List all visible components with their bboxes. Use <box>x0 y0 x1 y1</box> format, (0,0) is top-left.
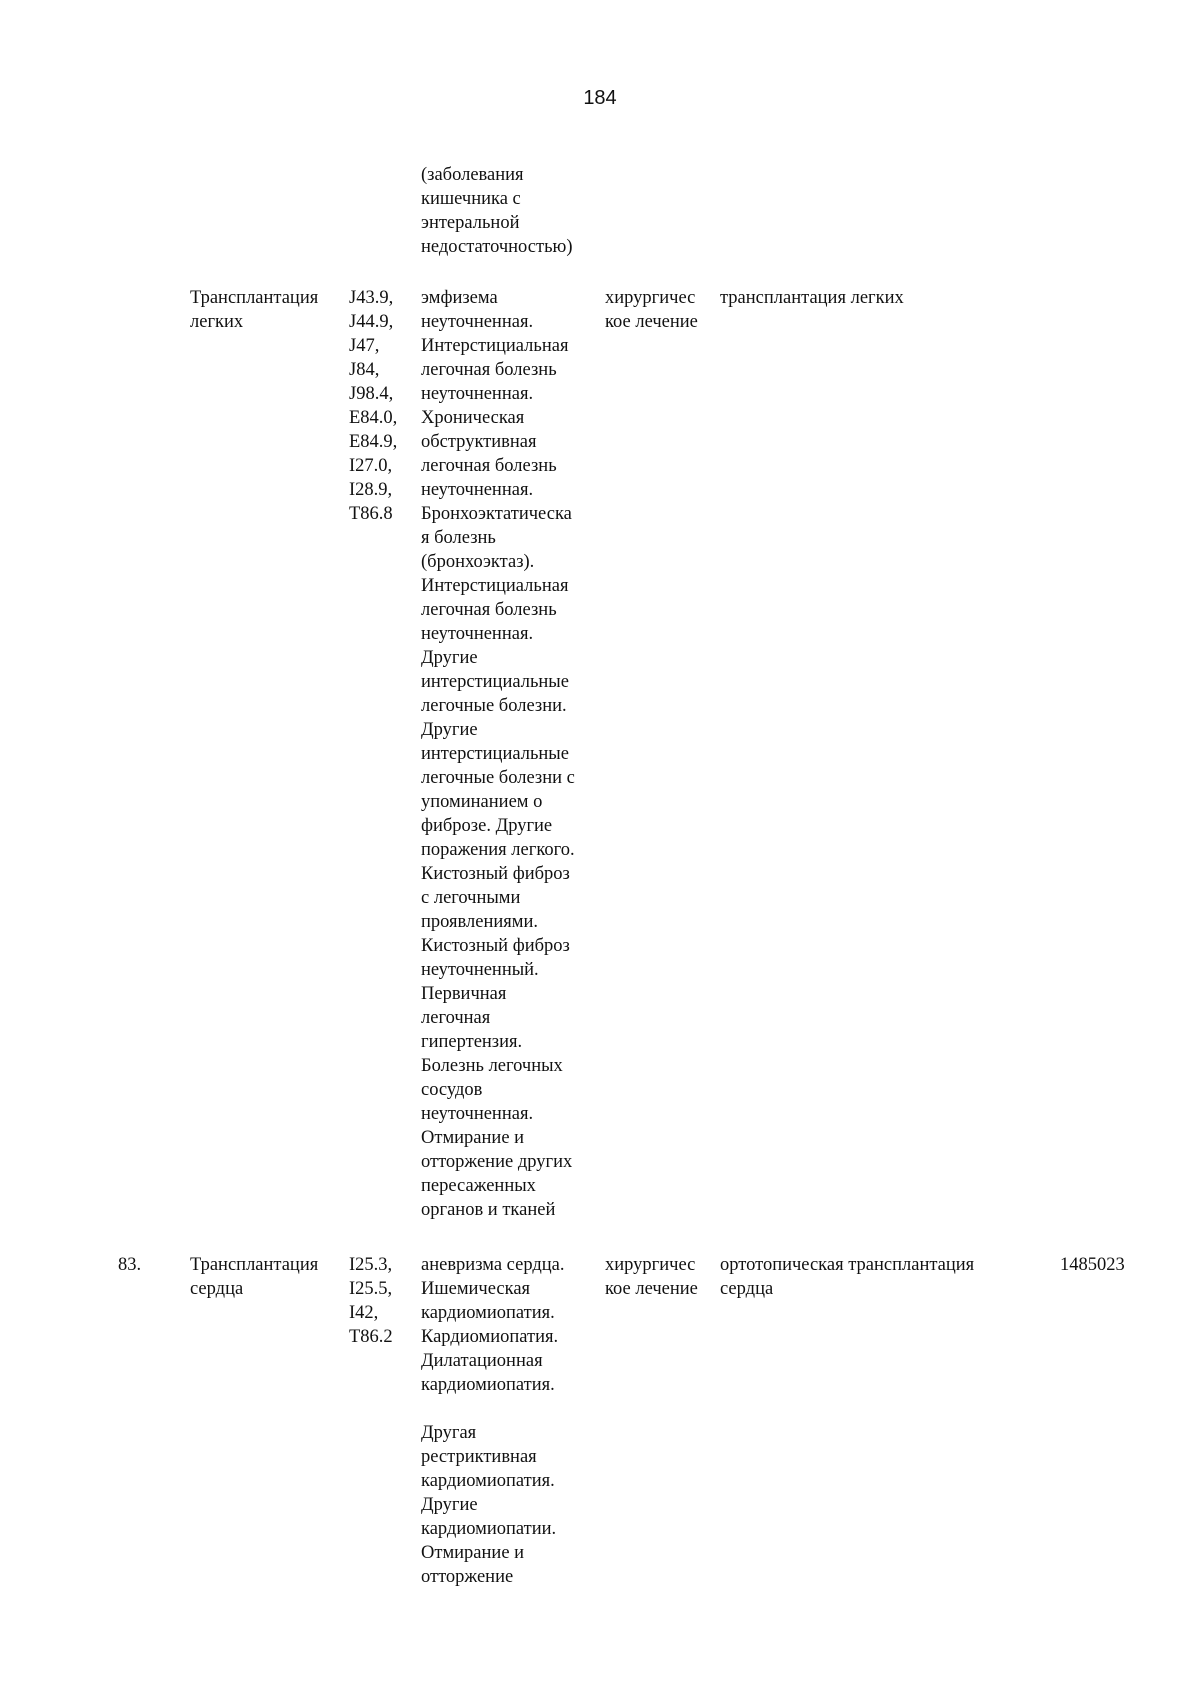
treatment-type: хирургичес кое лечение <box>605 1255 698 1299</box>
diagnosis-text: аневризма сердца. Ишемическая кардиомиопатия. Кардиомиопатия. Дилатационная кардиомиопатия. Другая рестриктивная кардиомиопатия. Другие кардиомиопатии. Отмирание и отторжение <box>421 1255 565 1587</box>
procedure-name: Трансплантация легких <box>190 288 319 332</box>
treatment-method: ортотопическая трансплантация сердца <box>720 1255 975 1299</box>
procedure-name: Трансплантация сердца <box>190 1255 319 1299</box>
diagnosis-continuation: (заболевания кишечника с энтеральной недостаточностью) <box>421 165 573 257</box>
icd-codes: I25.3, I25.5, I42, T86.2 <box>349 1255 393 1347</box>
icd-codes: J43.9, J44.9, J47, J84, J98.4, E84.0, E84.9, I27.0, I28.9, T86.8 <box>349 288 398 524</box>
cost-value: 1485023 <box>1060 1255 1125 1275</box>
diagnosis-text: эмфизема неуточненная. Интерстициальная легочная болезнь неуточненная. Хроническая обструктивная легочная болезнь неуточненная. Бронхоэктатическа я болезнь (бронхоэктаз). Интерстициальная легочная болезнь неуточненная. Другие интерстициальные легочные болезни. Другие интерстициальные легочные болезни с упоминанием о фиброзе. Другие поражения легкого. Кистозный фиброз с легочными проявлениями. Кистозный фиброз неуточненный. Первичная легочная гипертензия. Болезнь легочных сосудов неуточненная. Отмирание и отторжение других пересаженных органов и тканей <box>421 288 575 1220</box>
treatment-method: трансплантация легких <box>720 288 904 308</box>
page-number: 184 <box>583 87 617 109</box>
row-number: 83. <box>118 1255 142 1275</box>
treatment-type: хирургичес кое лечение <box>605 288 698 332</box>
